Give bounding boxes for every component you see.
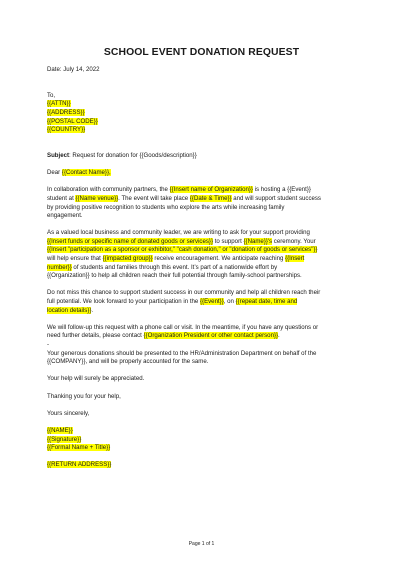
address-field: {{ADDRESS}} (47, 108, 85, 116)
country-field: {{COUNTRY}} (47, 126, 86, 134)
paragraph-thanks: Thanking you for your help, (47, 392, 121, 400)
paragraph-collaboration: In collaboration with community partners, the {{Insert name of Organization}} is hosting a {{Event}} student at {{Name venue}}. The event will take place {{Date & Time}} and will support student success by providing positive recognition to students who explore the arts while increasing family engagement. (47, 186, 321, 220)
paragraph-appreciation: Your help will surely be appreciated. (47, 375, 145, 383)
return-address: {{RETURN ADDRESS}} (47, 461, 112, 469)
postal-code-field: {{POSTAL CODE}} (47, 117, 98, 125)
to-line: To, (47, 91, 56, 99)
paragraph-support-request: As a valued local business and community leader, we are writing to ask for your support providing {{Insert funds or specific name of donated goods or services}} to support {{Name}}'s ceremony. Your {{Insert "participation as a sponsor or exhibitor," "cash donation," or "donation of goods or services"}} will help ensure that {{impacted group}} receive encouragement. We anticipate reaching {{Insert number}} of students and families through this event. It’s part of a nationwide effort by {{Organization}} to help all children reach their full potential through family-school partnerships. (47, 229, 318, 280)
document-title: SCHOOL EVENT DONATION REQUEST (103, 47, 300, 58)
paragraph-participation: Do not miss this chance to support student success in our community and help all children reach their full potential. We look forward to your participation in the {{Event}}, on {{repeat date, time and location details}}. (47, 289, 321, 314)
salutation: Dear {{Contact Name}}, (47, 169, 111, 177)
closing: Yours sincerely, (47, 409, 90, 417)
formal-name-title: {{Formal Name + Title}} (47, 444, 111, 452)
letter-date: Date: July 14, 2022 (47, 66, 100, 73)
paragraph-donations: Your generous donations should be presented to the HR/Administration Department on behalf of the {{COMPANY}}, and will be properly accounted for the same. (47, 349, 317, 366)
signature-field: {{Signature}} (47, 435, 82, 443)
attn-field: {{ATTN}} (47, 100, 71, 108)
letter-body (47, 66, 362, 470)
subject-line: Subject: Request for donation for {{Goods/description}} (47, 151, 197, 159)
paragraph-follow-up: We will follow-up this request with a phone call or visit. In the meantime, if you have any questions or need further details, please contact {{Organization President or other contact person}}. (47, 323, 319, 340)
page-number: Page 1 of 1 (188, 541, 215, 547)
signature-name: {{NAME}} (47, 426, 73, 434)
bullet-dash: - (47, 341, 50, 348)
